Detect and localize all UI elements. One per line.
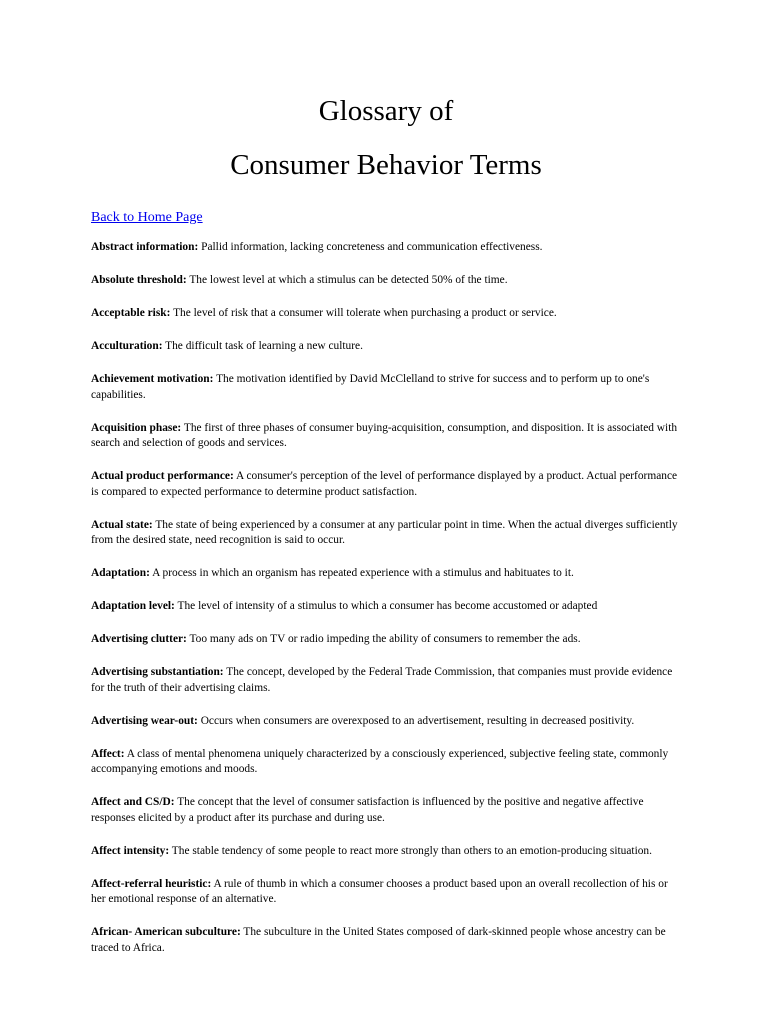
glossary-definition: Occurs when consumers are overexposed to an advertisement, resulting in decreased positivity. (200, 714, 635, 727)
glossary-entry (91, 844, 681, 860)
page-title-line1: Glossary of (318, 95, 454, 127)
glossary-term: Affect and CS/D: (91, 796, 175, 808)
back-to-home-link[interactable]: Back to Home Page (91, 210, 203, 225)
glossary-entry (91, 306, 681, 322)
glossary-definition: The stable tendency of some people to react more strongly than others to an emotion-producing situation. (171, 844, 652, 857)
glossary-entry (91, 632, 681, 648)
glossary-term: Abstract information: (91, 241, 199, 253)
glossary-term: Affect intensity: (91, 844, 170, 857)
glossary-definition: The difficult task of learning a new culture. (165, 340, 363, 352)
glossary-definition: The lowest level at which a stimulus can be detected 50% of the time. (189, 274, 508, 286)
glossary-term: Adaptation: (91, 567, 150, 579)
glossary-term: Adaptation level: (91, 600, 175, 612)
glossary-term: Affect: (91, 747, 125, 760)
glossary-definition: A process in which an organism has repeated experience with a stimulus and habituates to it. (152, 567, 574, 579)
glossary-page (91, 0, 681, 974)
glossary-term: Advertising substantiation: (91, 666, 224, 678)
glossary-entry (91, 877, 681, 908)
glossary-entry (91, 747, 681, 778)
glossary-definition: The level of risk that a consumer will tolerate when purchasing a product or service. (173, 307, 557, 319)
glossary-term: Actual product performance: (91, 470, 234, 482)
glossary-term: Advertising clutter: (91, 633, 187, 645)
glossary-entry (91, 518, 681, 549)
glossary-entry (91, 469, 681, 500)
glossary-definition: The concept, developed by the Federal Trade Commission, that companies must provide evidence for the truth of their advertising claims. (91, 666, 673, 694)
glossary-entry (91, 421, 681, 452)
glossary-term: Acceptable risk: (91, 307, 171, 319)
glossary-entry (91, 925, 681, 956)
glossary-entry (91, 665, 681, 696)
glossary-term: Absolute threshold: (91, 274, 187, 286)
glossary-definition: The subculture in the United States composed of dark-skinned people whose ancestry can be traced to Africa. (91, 926, 666, 954)
glossary-entry (91, 566, 681, 582)
glossary-term: Advertising wear-out: (91, 714, 198, 727)
glossary-definition: The level of intensity of a stimulus to which a consumer has become accustomed or adapted (177, 600, 598, 612)
glossary-definition: Pallid information, lacking concreteness and communication effectiveness. (201, 241, 543, 253)
glossary-definition: The state of being experienced by a consumer at any particular point in time. When the actual diverges sufficiently from the desired state, need recognition is said to occur. (91, 518, 678, 546)
glossary-entry (91, 372, 681, 403)
glossary-term: African- American subculture: (91, 926, 241, 938)
glossary-term: Affect-referral heuristic: (91, 877, 212, 890)
glossary-entry (91, 240, 681, 256)
glossary-definition: Too many ads on TV or radio impeding the ability of consumers to remember the ads. (189, 633, 581, 645)
glossary-definition: The first of three phases of consumer buying-acquisition, consumption, and disposition. It is associated with search and selection of goods and services. (91, 421, 678, 449)
glossary-definition: A class of mental phenomena uniquely characterized by a consciously experienced, subjective feeling state, commonly accompanying emotions and moods. (91, 747, 669, 775)
glossary-term: Acculturation: (91, 340, 163, 352)
glossary-term: Achievement motivation: (91, 373, 214, 385)
glossary-entry (91, 273, 681, 289)
glossary-entry (91, 714, 681, 730)
glossary-entry (91, 599, 681, 615)
glossary-term: Acquisition phase: (91, 421, 182, 434)
glossary-term: Actual state: (91, 518, 153, 531)
glossary-definition: The concept that the level of consumer satisfaction is influenced by the positive and negative affective responses elicited by a product after its purchase and during use. (91, 796, 644, 824)
glossary-list (91, 240, 681, 956)
glossary-entry (91, 795, 681, 826)
page-title-line2: Consumer Behavior Terms (230, 149, 542, 181)
glossary-entry (91, 339, 681, 355)
glossary-definition: A consumer's perception of the level of performance displayed by a product. Actual performance is compared to expected performance to determine product satisfaction. (91, 470, 678, 498)
glossary-definition: The motivation identified by David McClelland to strive for success and to perform up to one's capabilities. (91, 373, 650, 401)
glossary-definition: A rule of thumb in which a consumer chooses a product based upon an overall recollection of his or her emotional response of an alternative. (91, 877, 668, 905)
